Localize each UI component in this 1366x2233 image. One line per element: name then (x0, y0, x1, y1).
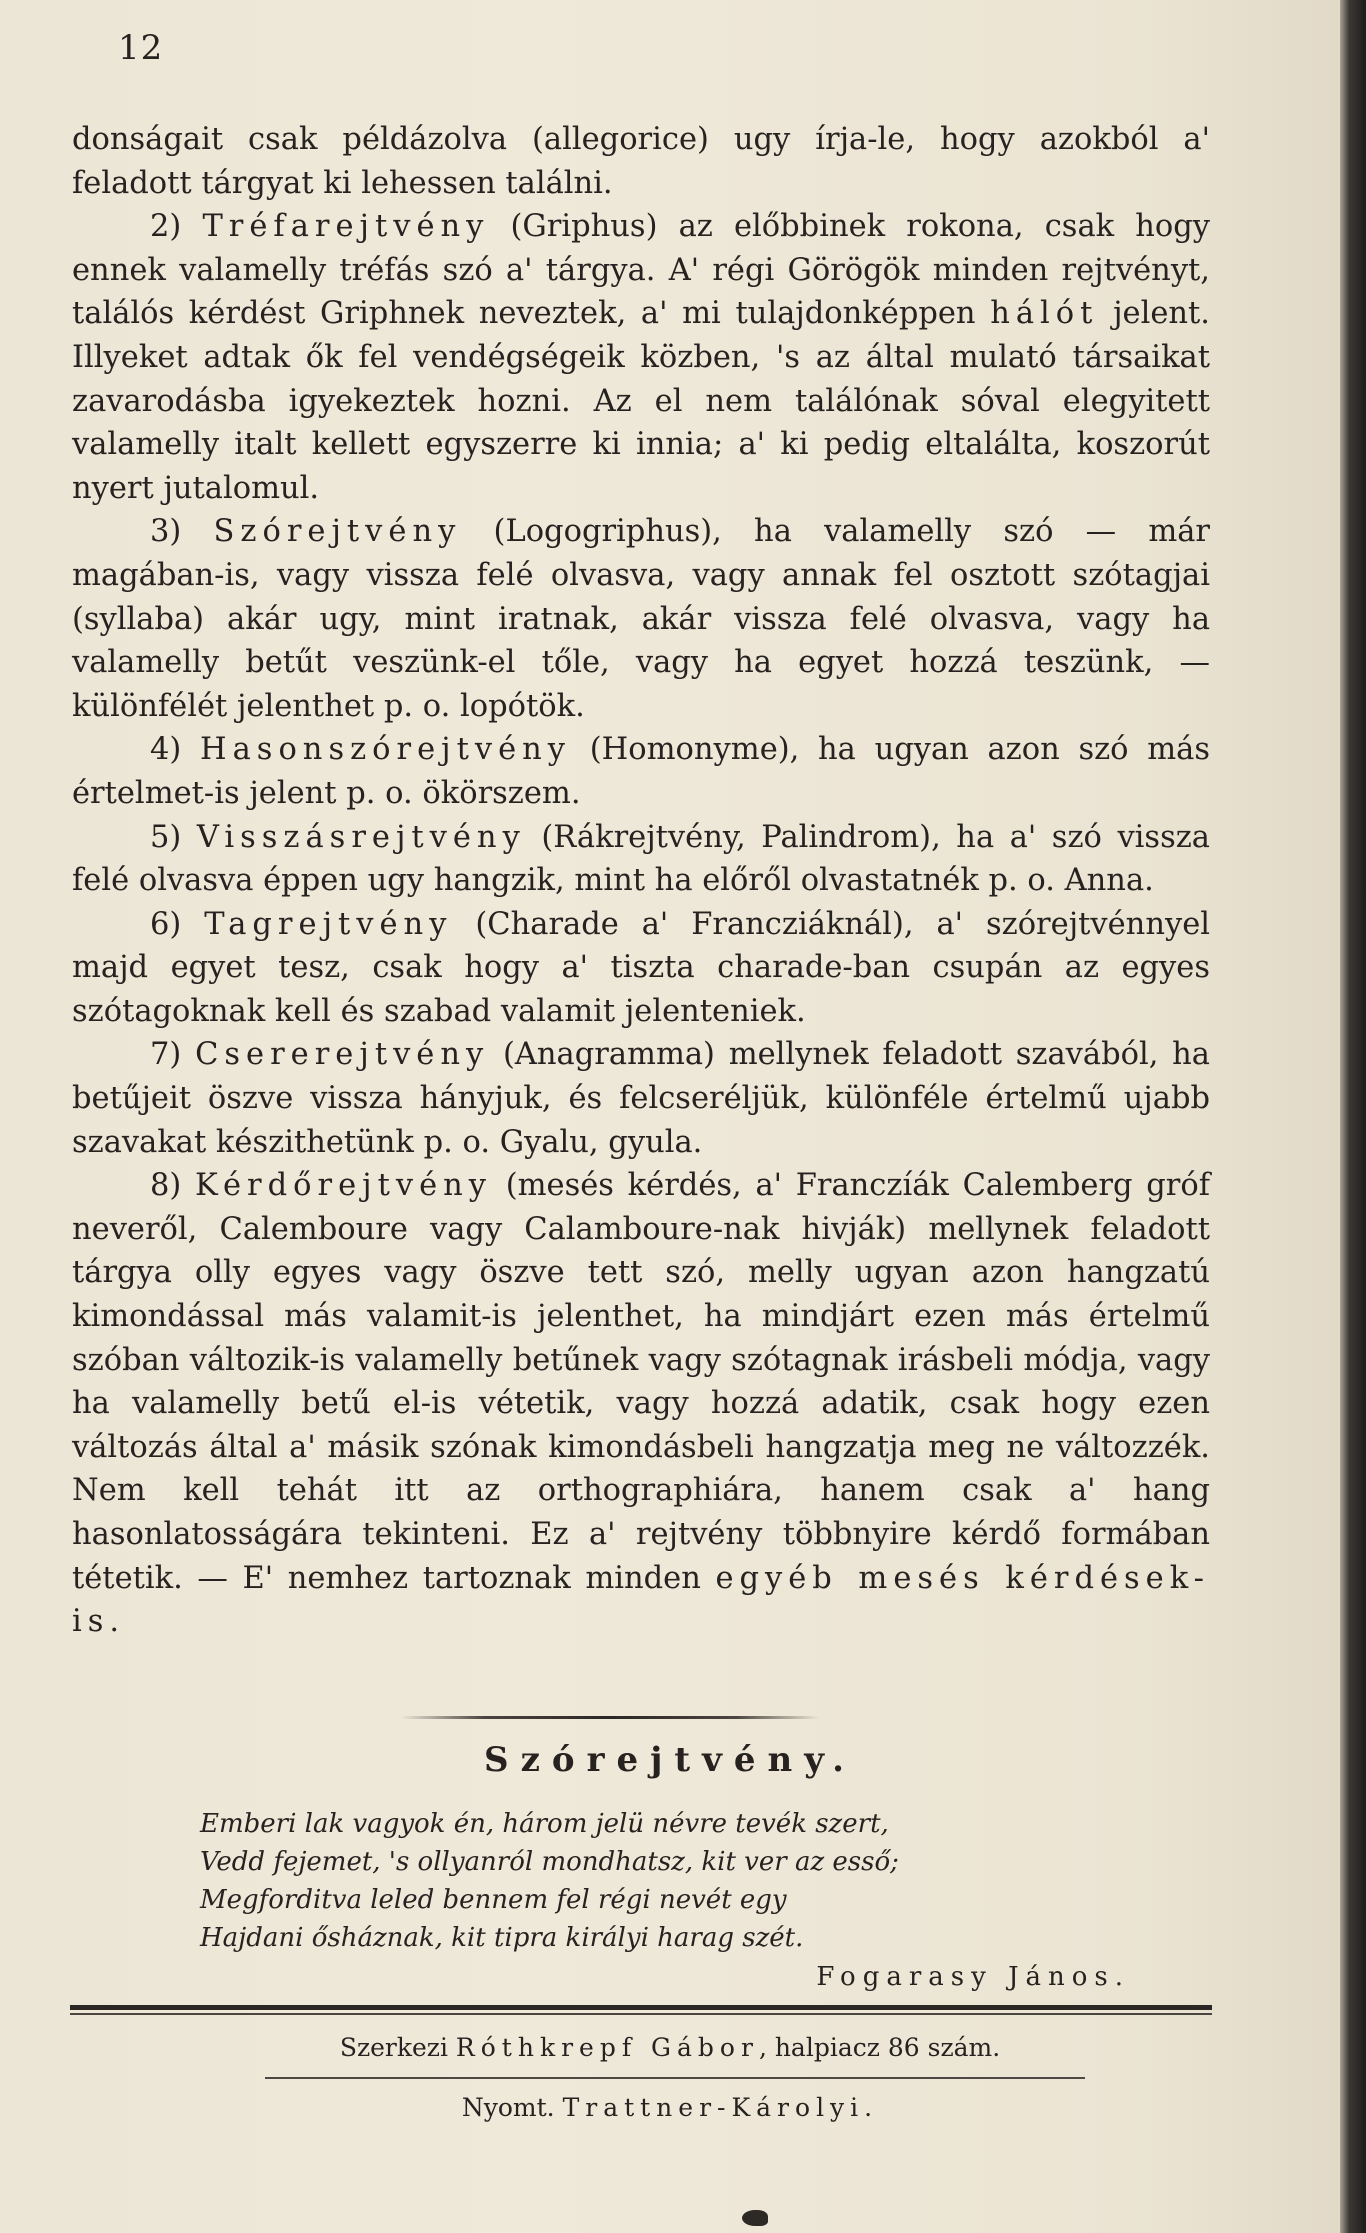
page-number: 12 (118, 28, 164, 68)
paragraph-text: (Logogriphus), ha valamelly szó — már magában-is, vagy vissza felé olvasva, vagy annak fel osztott szótagjai (syllaba) akár ugy, mint iratnak, akár vissza felé olvasva, vagy ha valamelly betűt veszünk-el tőle, vagy ha egyet hozzá teszünk, — különfélét jelenthet p. o. lopótök. (72, 514, 1211, 724)
rule-thin (70, 2013, 1212, 2015)
term-spaced: egyéb mesés kérdések-is. (72, 1560, 1210, 1640)
item-number: 7) (150, 1037, 196, 1073)
paragraph-text: (Rákrejtvény, Palindrom), ha a' szó vissza felé olvasva éppen ugy hangzik, mint ha előről olvastatnék p. o. Anna. (72, 819, 1210, 899)
paragraph-text: (mesés kérdés, a' Franczíák Calemberg gróf neveről, Calemboure vagy Calamboure-nak hivják) mellynek feladott tárgya olly egyes vagy öszve tett szó, melly ugyan azon hangzatú kimondással más valamit-is jelenthet, ha mindjárt ezen más értelmű szóban változik-is valamelly betűnek vagy szótagnak irásbeli módja, vagy ha valamelly betű el-is vétetik, vagy hozzá adatik, csak hogy ezen változás által a' másik szónak kimondásbeli hangzatja meg ne változzék. Nem kell tehát itt az orthographiára, hanem csak a' hang hasonlatosságára tekinteni. Ez a' rejtvény többnyire kérdő formában tétetik. — E' nemhez tartoznak minden (72, 1168, 1210, 1596)
poem-line: Vedd fejemet, 's ollyanról mondhatsz, kit ver az esső; (200, 1847, 899, 1877)
paragraph-text: (Anagramma) mellynek feladott szavából, ha betűjeit öszve vissza hányjuk, és felcseréljük, különféle értelmű ujabb szavakat készithetünk p. o. Gyalu, gyula. (72, 1037, 1210, 1160)
paragraph-anagramma (72, 1033, 1210, 1164)
paragraph-text: donságait csak példázolva (allegorice) ugy írja-le, hogy azokból a' feladott tárgyat ki lehessen találni. (72, 122, 1210, 201)
term-spaced: Hasonszórejtvény (200, 732, 572, 768)
item-number: 3) (150, 514, 214, 550)
paragraph-text: (Griphus) az előbbinek rokona, csak hogy ennek valamelly tréfás szó a' tárgya. A' régi Görögök minden rejtvényt, találós kérdést Griphnek neveztek, a' mi tulajdonképpen (72, 209, 1210, 332)
paragraph-text: jelent. Illyeket adtak ők fel vendégségeik közben, 's az által mulató társaikat zavarodásba igyekeztek hozni. Az el nem találónak sóval elegyitett valamelly italt kellett egyszerre ki innia; a' ki pedig eltalálta, koszorút nyert jutalomul. (72, 296, 1210, 506)
paragraph-logogriphus (72, 510, 1210, 728)
paragraph-griphus (72, 205, 1210, 510)
term-spaced: Tagrejtvény (204, 906, 453, 942)
poem-author: Fogarasy János. (816, 1962, 1130, 1992)
footer-separator (265, 2077, 1085, 2079)
poem-line: Emberi lak vagyok én, három jelü névre tevék szert, (200, 1809, 889, 1839)
main-text (72, 118, 1210, 1644)
editor-prefix: Szerkezi (339, 2033, 456, 2062)
page-edge-shadow (1340, 0, 1366, 2233)
item-number: 4) (150, 732, 201, 768)
printer-prefix: Nyomt. (461, 2093, 563, 2122)
printer-credit (0, 2093, 1340, 2122)
paragraph-charade (72, 903, 1210, 1034)
paragraph-text: (Homonyme), ha ugyan azon szó más értelmet-is jelent p. o. ökörszem. (72, 732, 1211, 811)
poem-line: Megforditva leled bennem fel régi nevét egy (200, 1885, 787, 1915)
term-spaced: hálót (990, 296, 1099, 332)
term-spaced: Szórejtvény (213, 514, 462, 550)
term-spaced: Tréfarejtvény (202, 209, 490, 245)
item-number: 2) (150, 209, 203, 245)
term-spaced: Kérdőrejtvény (195, 1168, 493, 1204)
item-number: 6) (150, 906, 205, 942)
paragraph-intro (72, 118, 1210, 205)
term-spaced: Csererejtvény (195, 1037, 490, 1073)
item-number: 8) (150, 1168, 196, 1204)
paragraph-calemboure (72, 1164, 1210, 1644)
ink-smudge (742, 2210, 768, 2226)
editor-suffix: , halpiacz 86 szám. (758, 2033, 1001, 2062)
editor-credit (0, 2033, 1340, 2062)
poem-body (200, 1805, 1160, 1957)
editor-name: Róthkrepf Gábor (455, 2033, 759, 2062)
section-divider (400, 1716, 820, 1719)
paragraph-homonyme (72, 728, 1210, 815)
paragraph-text: (Charade a' Francziáknál), a' szórejtvénnyel majd egyet tesz, csak hogy a' tiszta charade-ban csupán az egyes szótagoknak kell és szabad valamit jelenteniek. (72, 906, 1211, 1029)
rule-thick (70, 2005, 1212, 2010)
printer-name: Trattner-Károlyi. (562, 2093, 879, 2122)
item-number: 5) (150, 819, 197, 855)
poem-line: Hajdani ősháznak, kit tipra királyi harag szét. (200, 1923, 804, 1953)
term-spaced: Visszásrejtvény (196, 819, 526, 855)
poem-title: Szórejtvény. (484, 1740, 856, 1780)
footer-double-rule (70, 2005, 1212, 2017)
paragraph-palindrom (72, 816, 1210, 903)
